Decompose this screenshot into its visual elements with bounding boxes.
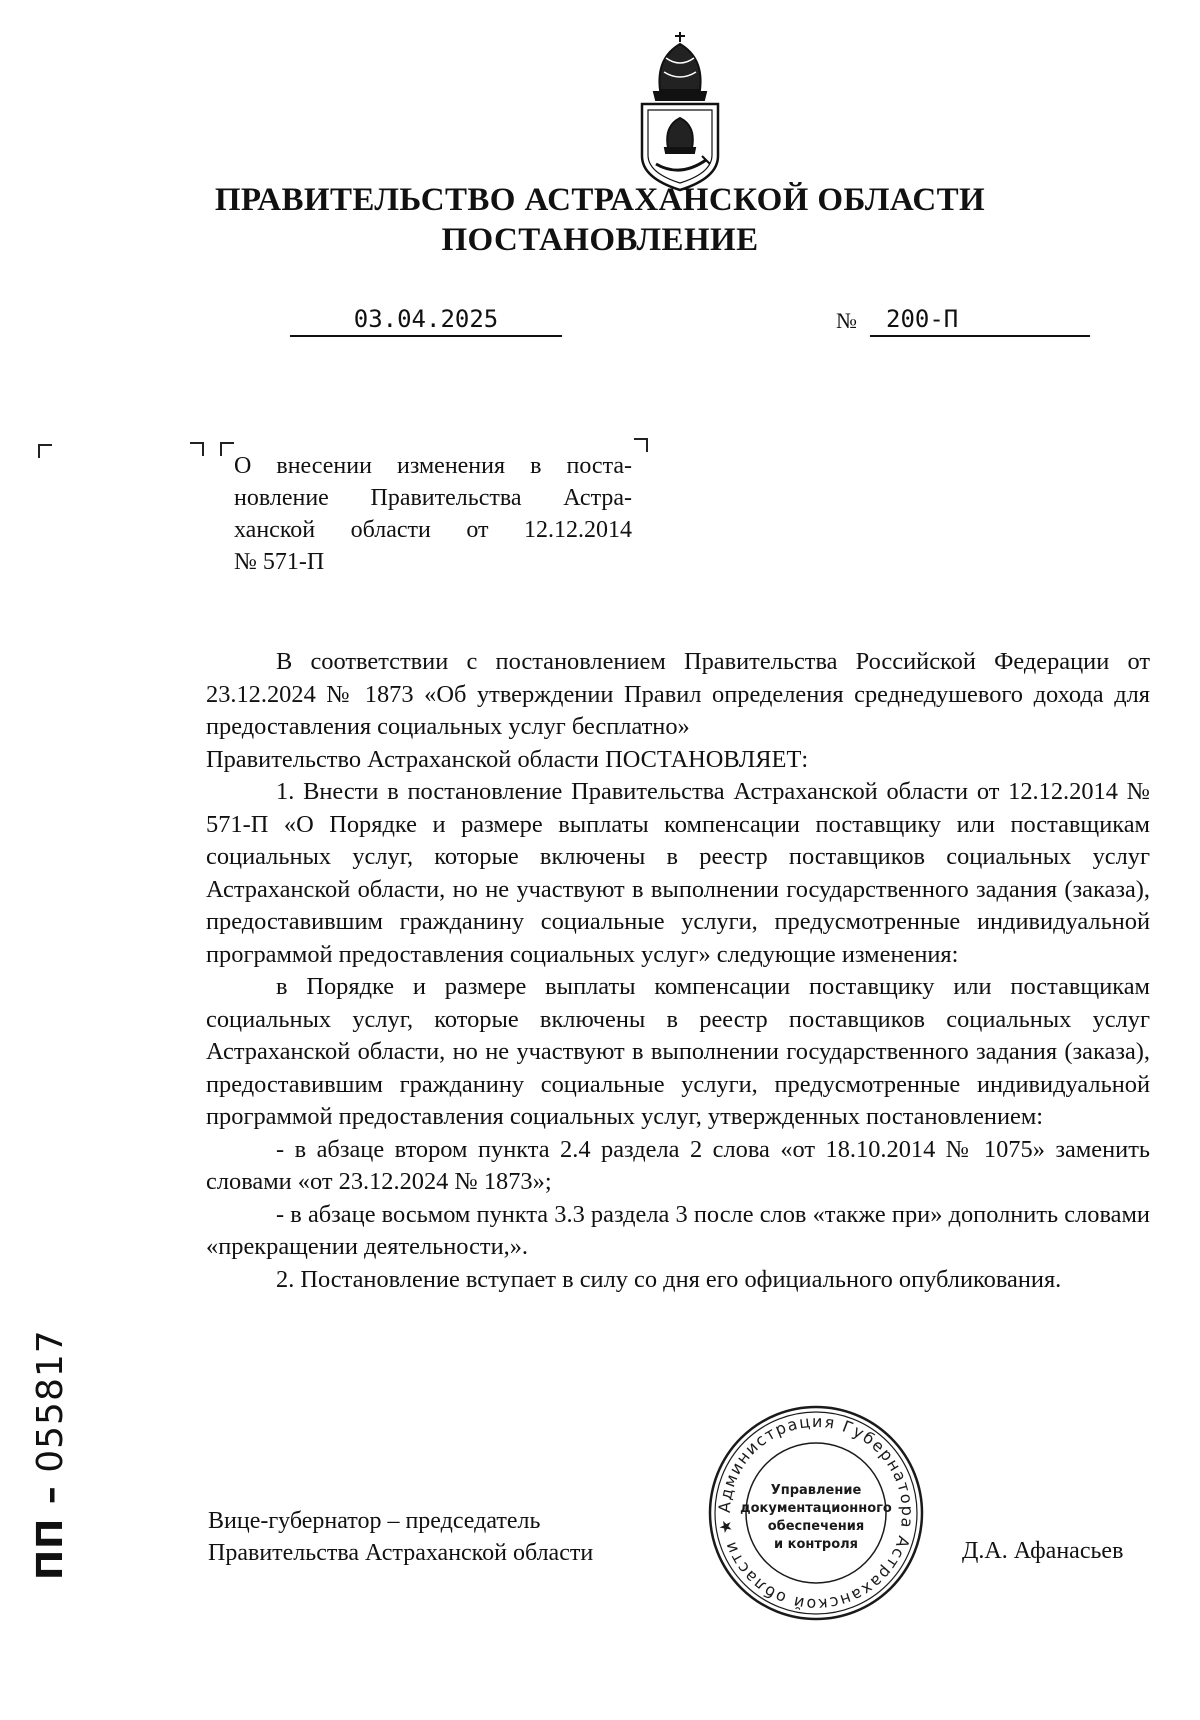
amendment-dash-2: - в абзаце восьмом пункта 3.3 раздела 3 после слов «также при» дополнить словами «прекращении деятельности,». — [206, 1200, 1150, 1260]
item-1-subparagraph: в Порядке и размере выплаты компенсации поставщику или поставщикам социальных услуг, которые включены в реестр поставщиков социальных услуг Астраханской области, но не участвуют в выполнении государственного задания (заказа), предоставившим гражданину социальные услуги, предусмотренные индивидуальной программой предоставления социальных услуг, утвержденных постановлением: — [206, 973, 1150, 1130]
document-subject — [234, 450, 632, 578]
form-serial-code — [30, 1329, 71, 1580]
corner-mark — [220, 442, 234, 456]
stamp-inner-line: обеспечения — [767, 1519, 865, 1534]
corner-mark — [190, 442, 204, 456]
signatory-position-line: Вице-губернатор – председатель — [208, 1508, 541, 1534]
preamble-paragraph: В соответствии с постановлением Правительства Российской Федерации от 23.12.2024 № 1873 «Об утверждении Правил определения среднедушевого дохода для предоставления социальных услуг бесплатно» — [206, 648, 1150, 740]
document-date: 03.04.2025 — [290, 305, 562, 337]
signatory-position-line: Правительства Астраханской области — [208, 1540, 594, 1566]
form-serial-number: 055817 — [30, 1329, 71, 1473]
document-number: 200-П — [870, 305, 1090, 337]
subject-line: № 571-П — [234, 549, 325, 575]
signatory-name: Д.А. Афанасьев — [962, 1538, 1124, 1564]
document-body — [206, 646, 1150, 1296]
subject-line: О внесении изменения в поста- — [234, 453, 632, 479]
corner-mark — [38, 444, 52, 458]
document-type-title: ПОСТАНОВЛЕНИЕ — [441, 222, 759, 258]
subject-line: ханской области от 12.12.2014 — [234, 517, 632, 543]
stamp-inner-line: документационного — [740, 1501, 892, 1516]
government-title: ПРАВИТЕЛЬСТВО АСТРАХАНСКОЙ ОБЛАСТИ — [214, 182, 986, 218]
corner-mark — [634, 438, 648, 452]
amendment-dash-1: - в абзаце втором пункта 2.4 раздела 2 слова «от 18.10.2014 № 1075» заменить словами «от 23.12.2024 № 1873»; — [206, 1135, 1150, 1195]
official-stamp — [707, 1404, 925, 1622]
enacting-clause: Правительство Астраханской области ПОСТАНОВЛЯЕТ: — [206, 745, 809, 773]
coat-of-arms-emblem — [630, 28, 730, 194]
subject-line: новление Правительства Астра- — [234, 485, 632, 511]
number-label: № — [836, 308, 857, 333]
form-serial-prefix: ПП – — [30, 1485, 71, 1580]
stamp-inner-line: Управление — [770, 1483, 862, 1498]
item-1-paragraph: 1. Внести в постановление Правительства Астраханской области от 12.12.2014 № 571-П «О Порядке и размере выплаты компенсации поставщику или поставщикам социальных услуг, которые включены в реестр поставщиков социальных услуг Астраханской области, но не участвуют в выполнении государственного задания (заказа), предоставившим гражданину социальные услуги, предусмотренные индивидуальной программой предоставления социальных услуг» следующие изменения: — [206, 778, 1150, 968]
stamp-outer-text: Администрация Губернатора Астраханской области ★ — [714, 1411, 918, 1615]
stamp-inner-line: и контроля — [773, 1537, 859, 1552]
signatory-position — [208, 1505, 593, 1569]
item-2-paragraph: 2. Постановление вступает в силу со дня его официального опубликования. — [276, 1265, 1062, 1293]
